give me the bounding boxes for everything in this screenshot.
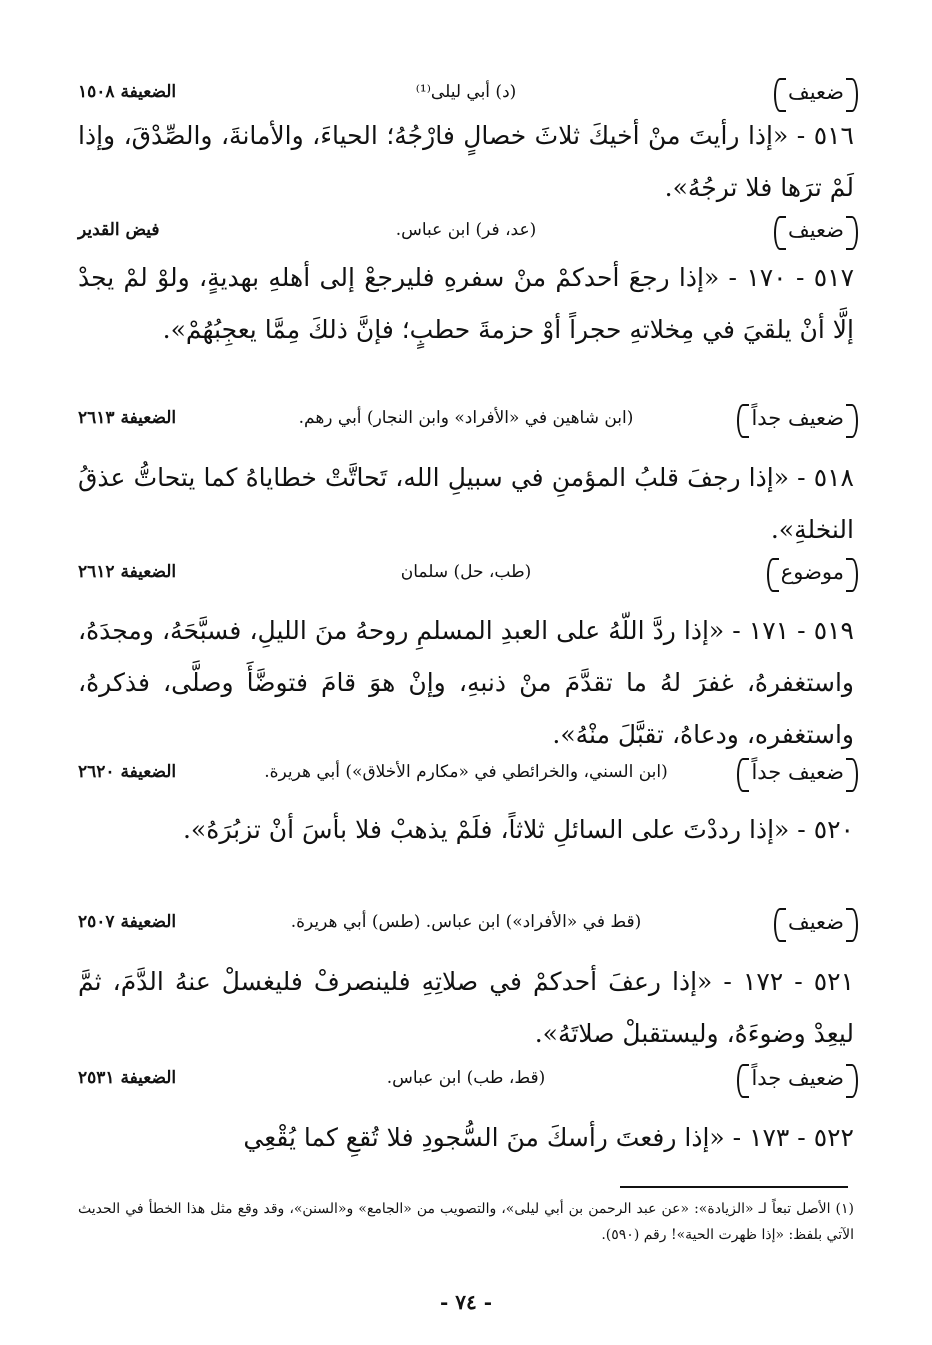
reference-label: الضعيفة ٢٦٢٠ [78, 762, 177, 782]
hadith-meta-518 [78, 398, 854, 438]
hadith-meta-522 [78, 1058, 854, 1098]
grade-label: ضعيف جداً [741, 398, 854, 438]
reference-label: الضعيفة ٢٦١٢ [78, 562, 177, 582]
footnote-divider [620, 1186, 848, 1188]
source-label: (ابن شاهين في «الأفراد» وابن النجار) أبي رهم. [298, 408, 634, 428]
grade-label: ضعيف جداً [741, 752, 854, 792]
grade-label: ضعيف جداً [741, 1058, 854, 1098]
source-label: (ابن السني، والخرائطي في «مكارم الأخلاق») أبي هريرة. [264, 762, 668, 782]
footnote: (١) الأصل تبعاً لـ «الزيادة»: «عن عبد الرحمن بن أبي ليلى»، والتصويب من «الجامع» و«السنن»، وقد وقع مثل هذا الخطأ في الحديث الآتي بلفظ: «إذا ظهرت الحية»! رقم (٥٩٠). [78, 1201, 854, 1243]
hadith-520: ٥٢٠ - «إذا رددْتَ على السائلِ ثلاثاً، فلَمْ يذهبْ فلا بأسَ أنْ تزبُرَهُ». [182, 815, 854, 844]
hadith-meta-517 [78, 210, 854, 250]
reference-label: الضعيفة ٢٥٠٧ [78, 912, 177, 932]
grade-label: ضعيف [778, 902, 854, 942]
hadith-519: ٥١٩ - ١٧١ - «إذا ردَّ اللّهُ على العبدِ المسلمِ روحهُ منَ الليلِ، فسبَّحَهُ، ومجدَهُ، واستغفرهُ، غفرَ لهُ ما تقدَّمَ منْ ذنبهِ، وإنْ هوَ قامَ فتوضَّأَ وصلَّى، فذكرهُ، واستغفره، ودعاهُ، تقبَّلَ منْهُ». [78, 616, 854, 749]
hadith-518: ٥١٨ - «إذا رجفَ قلبُ المؤمنِ في سبيلِ الله، تَحاتَّتْ خطاياهُ كما يتحاتُّ عذقُ النخلةِ». [78, 463, 854, 544]
grade-label: ضعيف [778, 72, 854, 112]
source-label: (عد، فر) ابن عباس. [395, 220, 537, 240]
source-label: (قط، طب) ابن عباس. [386, 1068, 546, 1088]
grade-label: موضوع [771, 552, 854, 592]
hadith-516: ٥١٦ - «إذا رأيتَ منْ أخيكَ ثلاثَ خصالٍ فارْجُهُ؛ الحياءَ، والأمانةَ، والصِّدْقَ، وإذا لَمْ ترَها فلا ترجُهُ». [78, 121, 854, 202]
reference-label: الضعيفة ٢٦١٣ [78, 408, 177, 428]
reference-label: الضعيفة ٢٥٣١ [78, 1068, 177, 1088]
source-label: (د) أبي ليلى⁽¹⁾ [415, 82, 517, 102]
page-number: - ٧٤ - [439, 1290, 492, 1314]
reference-label: الضعيفة ١٥٠٨ [78, 82, 177, 102]
reference-label: فيض القدير [78, 220, 160, 240]
hadith-521: ٥٢١ - ١٧٢ - «إذا رعفَ أحدكمْ في صلاتِهِ فلينصرفْ فليغسلْ عنهُ الدَّمَ، ثمَّ ليعِدْ وضوءَهُ، وليستقبلْ صلاتَهُ». [78, 967, 855, 1048]
grade-label: ضعيف [778, 210, 854, 250]
hadith-meta-520 [78, 752, 854, 792]
hadith-meta-516 [78, 72, 854, 112]
hadith-meta-521 [78, 902, 854, 942]
hadith-517: ٥١٧ - ١٧٠ - «إذا رجعَ أحدكمْ منْ سفرهِ فليرجعْ إلى أهلهِ بهديةٍ، ولوْ لمْ يجدْ إلَّا أنْ يلقيَ في مِخلاتهِ حجراً أوْ حزمةَ حطبٍ؛ فإنَّ ذلكَ مِمَّا يعجِبُهُمْ». [78, 263, 855, 344]
hadith-522: ٥٢٢ - ١٧٣ - «إذا رفعتَ رأسكَ منَ السُّجودِ فلا تُقعِ كما يُقْعِي [243, 1123, 854, 1152]
source-label: (قط في «الأفراد») ابن عباس. (طس) أبي هريرة. [290, 912, 642, 932]
source-label: (طب، حل) سلمان [400, 562, 532, 582]
hadith-meta-519 [78, 552, 854, 592]
